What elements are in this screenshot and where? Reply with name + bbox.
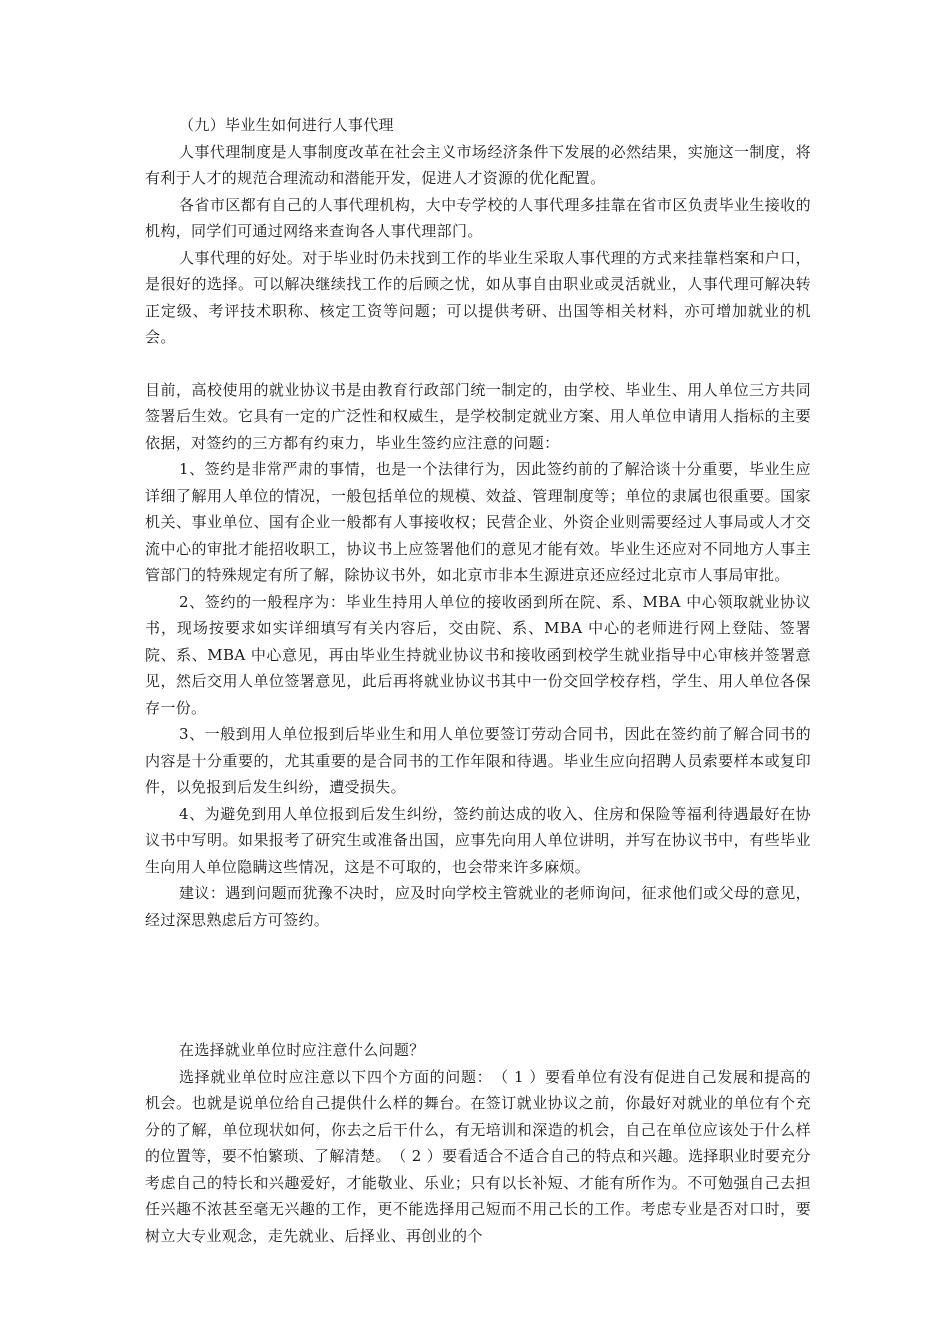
list-item-agreement-4: 4、为避免到用人单位报到后发生纠纷，签约前达成的收入、住房和保险等福利待遇最好在协议书中写明。如果报考了研究生或准备出国，应事先向用人单位讲明，并写在协议书中，有些毕业生向用人单位隐瞒这些情况，这是不可取的，也会带来许多麻烦。 [145, 804, 811, 876]
list-item-agreement-1: 1、签约是非常严肃的事情，也是一个法律行为，因此签约前的了解洽谈十分重要，毕业生应详细了解用人单位的情况，一般包括单位的规模、效益、管理制度等；单位的隶属也很重要。国家机关、事业单位、国有企业一般都有人事接收权；民营企业、外资企业则需要经过人事局或人才交流中心的审批才能招收职工，协议书上应签署他们的意见才能有效。毕业生还应对不同地方人事主管部门的特殊规定有所了解，除协议书外，如北京市非本生源进京还应经过北京市人事局审批。 [145, 460, 811, 584]
document-page [145, 112, 811, 1249]
section-title-choose-employer: 在选择就业单位时应注意什么问题？ [179, 1041, 425, 1059]
paragraph-hr-agencies: 各省市区都有自己的人事代理机构，大中专学校的人事代理多挂靠在省市区负责毕业生接收的机构，同学们可通过网络来查询各人事代理部门。 [145, 195, 811, 240]
paragraph-hr-benefits: 人事代理的好处。对于毕业时仍未找到工作的毕业生采取人事代理的方式来挂靠档案和户口，是很好的选择。可以解决继续找工作的后顾之忧，如从事自由职业或灵活就业，人事代理可解决转正定级、考评技术职称、核定工资等问题；可以提供考研、出国等相关材料，亦可增加就业的机会。 [145, 248, 811, 346]
section-title-hr-agency: （九）毕业生如何进行人事代理 [179, 116, 394, 134]
paragraph-hr-system: 人事代理制度是人事制度改革在社会主义市场经济条件下发展的必然结果，实施这一制度，将有利于人才的规范合理流动和潜能开发，促进人才资源的优化配置。 [145, 142, 811, 187]
paragraph-advice: 建议：遇到问题而犹豫不决时，应及时向学校主管就业的老师询问，征求他们或父母的意见，经过深思熟虑后方可签约。 [145, 884, 811, 929]
spacer [145, 933, 811, 1037]
spacer [145, 351, 811, 377]
list-item-agreement-3: 3、一般到用人单位报到后毕业生和用人单位要签订劳动合同书，因此在签约前了解合同书的内容是十分重要的，尤其重要的是合同书的工作年限和待遇。毕业生应向招聘人员索要样本或复印件，以免报到后发生纠纷，遭受损失。 [145, 725, 811, 796]
paragraph-choose-employer: 选择就业单位时应注意以下四个方面的问题： （ 1 ）要看单位有没有促进自己发展和提高的机会。也就是说单位给自己提供什么样的舞台。在签订就业协议之前，你最好对就业的单位有个充分的了解，单位现状如何，你去之后干什么，有无培训和深造的机会，自己在单位应该处于什么样的位置等，要不怕繁琐、了解清楚。 （ 2 ）要看适合不适合自己的特点和兴趣。选择职业时要充分考虑自己的特长和兴趣爱好，才能敬业、乐业；只有以长补短、才能有所作为。不可勉强自己去担任兴趣不浓甚至毫无兴趣的工作，更不能选择用己短而不用己长的工作。考虑专业是否对口时，要树立大专业观念，走先就业、后择业、再创业的个 [145, 1067, 811, 1245]
list-item-agreement-2: 2、签约的一般程序为：毕业生持用人单位的接收函到所在院、系、MBA 中心领取就业协议书，现场按要求如实详细填写有关内容后，交由院、系、MBA 中心的老师进行网上登陆、签署院、系、MBA 中心意见，再由毕业生持就业协议书和接收函到校学生就业指导中心审核并签署意见，然后交用人单位签署意见，此后再将就业协议书其中一份交回学校存档，学生、用人单位各保存一份。 [145, 592, 811, 717]
paragraph-agreement-intro: 目前，高校使用的就业协议书是由教育行政部门统一制定的，由学校、毕业生、用人单位三方共同签署后生效。它具有一定的广泛性和权威生，是学校制定就业方案、用人单位申请用人指标的主要依据，对签约的三方都有约束力，毕业生签约应注意的问题： [145, 380, 811, 452]
